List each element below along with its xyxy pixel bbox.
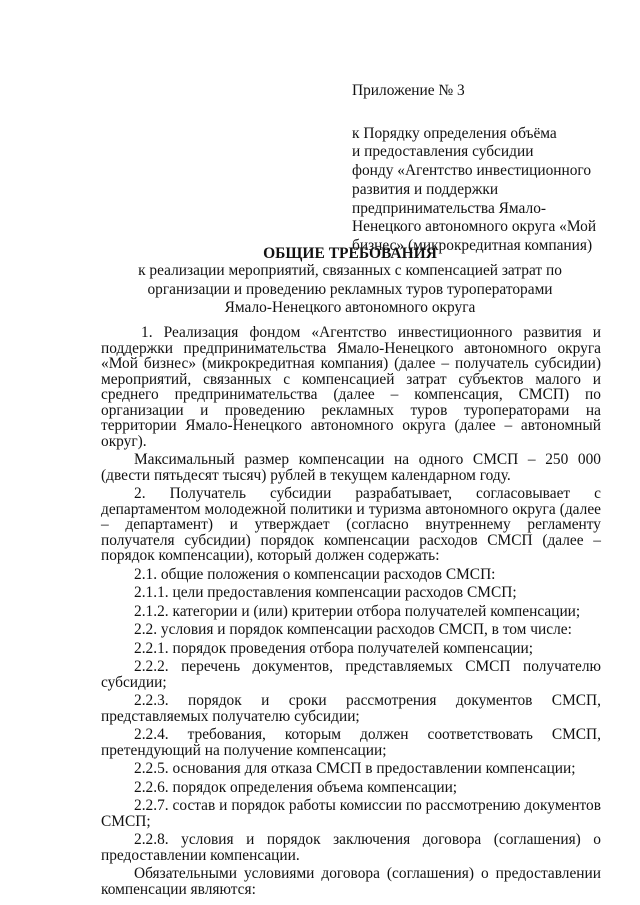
appendix-line: развития и поддержки: [352, 180, 499, 198]
list-item: 2.2.6. порядок определения объема компенсации;: [134, 778, 458, 796]
appendix-line: предпринимательства Ямало-: [352, 199, 547, 217]
list-item: 2.1.1. цели предоставления компенсации расходов СМСП;: [134, 584, 517, 601]
paragraph: Максимальный размер компенсации на одного СМСП – 250 000 (двести пятьдесят тысяч) рублей в текущем календарном году.: [101, 451, 601, 484]
document-body: [101, 325, 601, 900]
appendix-line: и предоставления субсидии: [352, 143, 534, 161]
appendix-number: Приложение № 3: [352, 82, 465, 99]
appendix-line: Ненецкого автономного округа «Мой: [352, 218, 597, 236]
list-item: 2.2. условия и порядок компенсации расходов СМСП, в том числе:: [134, 621, 572, 638]
list-item: 2.2.3. порядок и сроки рассмотрения документов СМСП, представляемых получателю субсидии;: [101, 692, 601, 725]
appendix-line: бизнес» (микрокредитная компания): [352, 236, 593, 254]
subtitle-line: к реализации мероприятий, связанных с компенсацией затрат по: [138, 262, 562, 279]
list-item: 2.2.8. условия и порядок заключения договора (соглашения) о предоставлении компенсации.: [101, 831, 601, 864]
paragraph: 2. Получатель субсидии разрабатывает, согласовывает с департаментом молодежной политики и туризма автономного округа (далее – департамент) и утверждает (согласно внутреннему регламенту получателя субсидии) порядок компенсации расходов СМСП (далее – порядок компенсации), который должен содержать:: [101, 485, 601, 564]
list-item: 2.2.2. перечень документов, представляемых СМСП получателю субсидии;: [101, 658, 601, 691]
appendix-line: фонду «Агентство инвестиционного: [352, 162, 592, 180]
list-item: 2.2.7. состав и порядок работы комиссии по рассмотрению документов СМСП;: [101, 797, 601, 830]
document-title: ОБЩИЕ ТРЕБОВАНИЯ: [263, 245, 437, 262]
appendix-header: [352, 82, 602, 256]
subtitle-line: организации и проведению рекламных туров туроператорами: [147, 280, 553, 298]
paragraph: 1. Реализация фондом «Агентство инвестиционного развития и поддержки предпринимательства Ямало-Ненецкого автономного округа «Мой бизнес» (микрокредитная компания) (далее – получатель субсидии) мероприятий, связанных с компенсацией затрат субъектов малого и среднего предпринимательства (далее – компенсация, СМСП) по организации и проведению рекламных туров туроператорами на территории Ямало-Ненецкого автономного округа (далее – автономный округ).: [101, 324, 601, 450]
subtitle-line: Ямало-Ненецкого автономного округа: [224, 299, 476, 317]
list-item: 2.1. общие положения о компенсации расходов СМСП:: [134, 565, 496, 583]
list-item: 2.2.1. порядок проведения отбора получателей компенсации;: [134, 639, 534, 657]
list-item: 2.2.4. требования, которым должен соответствовать СМСП, претендующий на получение компенсации;: [101, 726, 601, 759]
appendix-line: к Порядку определения объёма: [352, 124, 557, 142]
document-subtitle: [130, 262, 570, 318]
list-item: 2.2.5. основания для отказа СМСП в предоставлении компенсации;: [134, 760, 576, 777]
list-item: 2.1.2. категории и (или) критерии отбора получателей компенсации;: [134, 602, 581, 620]
paragraph: Обязательными условиями договора (соглашения) о предоставлении компенсации являются:: [101, 865, 601, 898]
